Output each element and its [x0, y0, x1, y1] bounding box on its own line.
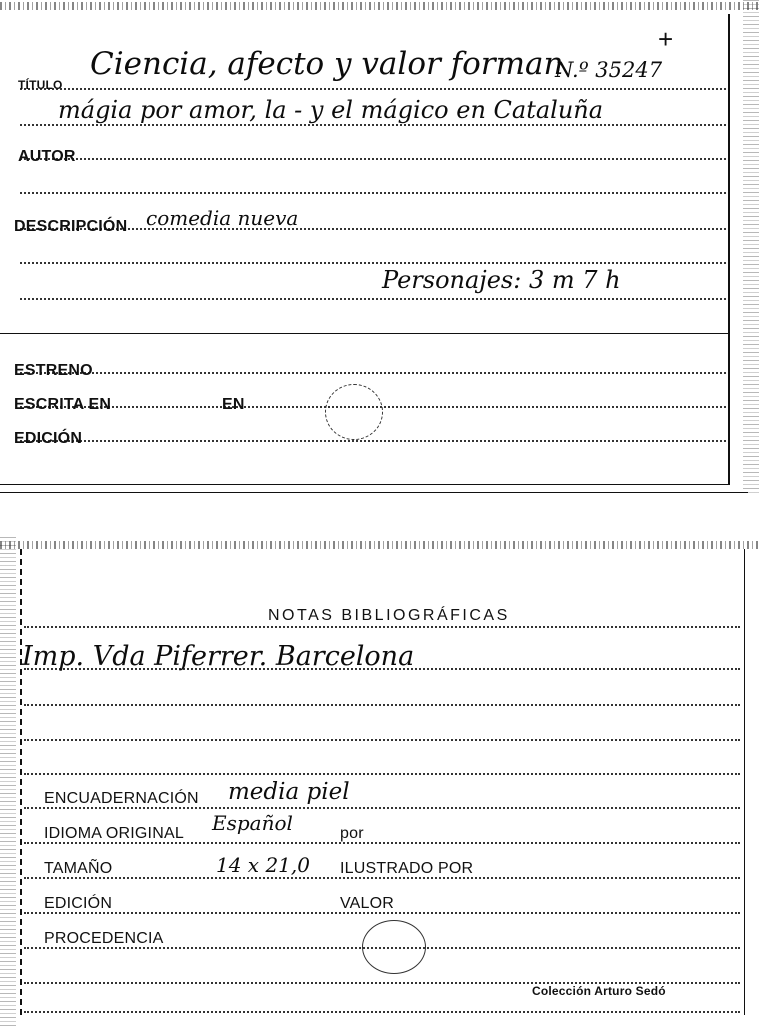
handwritten-title-line1: Ciencia, afecto y valor forman: [90, 46, 564, 82]
por-label: por: [340, 825, 364, 842]
handwritten-personajes: Personajes: 3 m 7 h: [382, 266, 621, 294]
handwritten-descripcion: comedia nueva: [146, 206, 299, 230]
plus-mark: +: [658, 24, 674, 54]
ruled-line: [20, 440, 726, 442]
handwritten-idioma: Español: [212, 811, 293, 835]
escrita-en-label: ESCRITA EN: [14, 396, 112, 413]
ruled-line: [24, 1011, 740, 1013]
section-divider: [0, 333, 730, 334]
valor-label: VALOR: [340, 895, 395, 912]
autor-label: AUTOR: [18, 148, 76, 165]
catalog-card-bottom: [0, 537, 759, 1028]
titulo-label: TÍTULO: [18, 78, 63, 92]
ruled-line: [24, 626, 740, 628]
library-stamp-mark: [325, 384, 383, 440]
edicion-label: EDICIÓN: [44, 895, 113, 912]
ruled-line: [24, 704, 740, 706]
handwritten-record-number: N.º 35247: [555, 58, 663, 82]
card-scan-edge: [0, 537, 16, 1028]
handwritten-imprenta: Imp. Vda Piferrer. Barcelona: [22, 641, 415, 672]
ruled-line: [20, 124, 726, 126]
ruled-line: [20, 88, 726, 90]
ruled-line: [20, 298, 726, 300]
handwritten-encuadernacion: media piel: [228, 779, 350, 805]
catalog-card-top: [0, 0, 759, 495]
card-cut-line: [0, 492, 748, 493]
card-border-bottom: [0, 484, 730, 485]
handwritten-title-line2: mágia por amor, la - y el mágico en Cataluña: [58, 96, 604, 124]
en-label: EN: [222, 396, 245, 413]
notas-bibliograficas-heading: NOTAS BIBLIOGRÁFICAS: [268, 607, 510, 624]
tamano-label: TAMAÑO: [44, 860, 113, 877]
card-scan-edge: [0, 541, 759, 549]
card-scan-edge: [743, 0, 759, 495]
procedencia-label: PROCEDENCIA: [44, 930, 164, 947]
card-border-left: [20, 549, 22, 1015]
descripcion-label: DESCRIPCIÓN: [14, 218, 128, 235]
edicion-label: EDICIÓN: [14, 430, 83, 447]
card-border-right: [744, 549, 745, 1015]
ruled-line: [24, 739, 740, 741]
collection-credit: Colección Arturo Sedó: [532, 984, 666, 998]
idioma-original-label: IDIOMA ORIGINAL: [44, 825, 184, 842]
handwritten-tamano: 14 x 21,0: [216, 853, 310, 877]
ruled-line: [20, 372, 726, 374]
ilustrado-por-label: ILUSTRADO POR: [340, 860, 474, 877]
ruled-line: [20, 192, 726, 194]
card-scan-edge: [0, 2, 759, 10]
ruled-line: [20, 158, 726, 160]
encuadernacion-label: ENCUADERNACIÓN: [44, 790, 199, 807]
estreno-label: ESTRENO: [14, 362, 93, 379]
ruled-line: [24, 773, 740, 775]
library-stamp-mark: [362, 920, 426, 974]
ruled-line: [20, 262, 726, 264]
card-border-right: [728, 14, 730, 484]
